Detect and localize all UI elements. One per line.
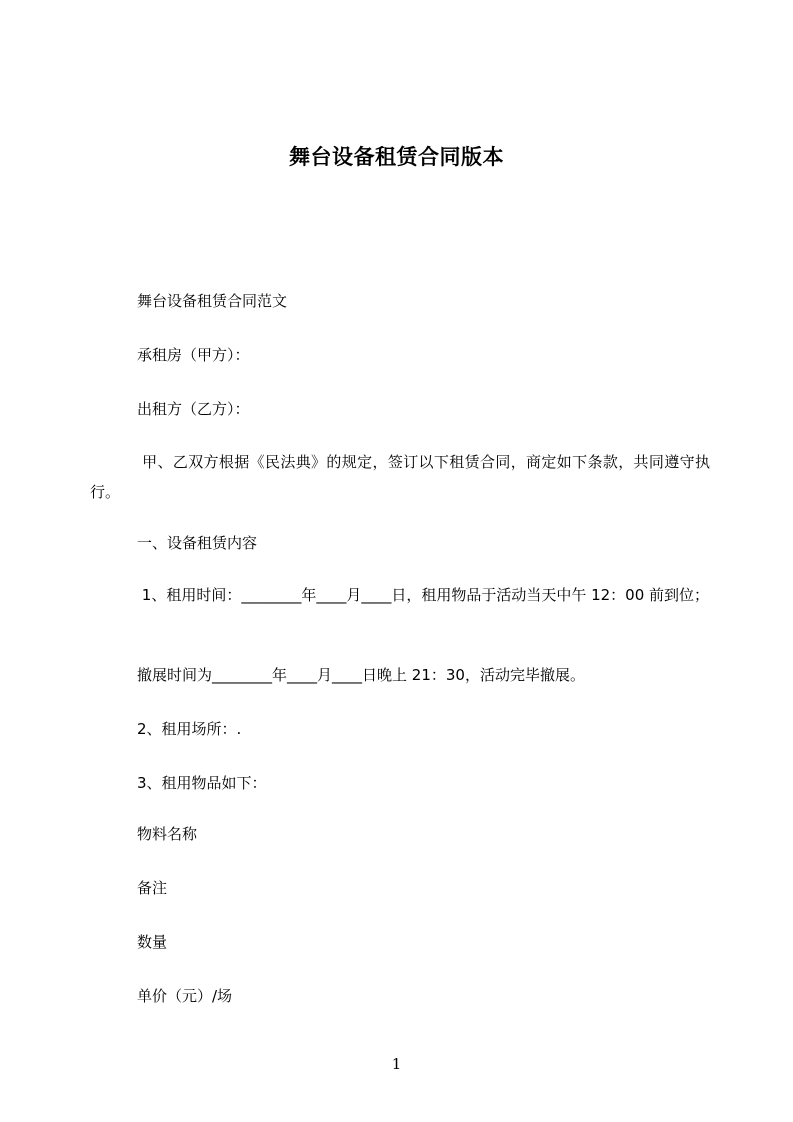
rental-venue-line: 2、租用场所：. xyxy=(137,720,242,738)
rental-items-line: 3、租用物品如下： xyxy=(137,774,267,792)
table-header-unit-price: 单价（元）/场 xyxy=(137,987,233,1005)
page-number: 1 xyxy=(391,1055,402,1073)
lessor-line: 出租方（乙方）： xyxy=(137,400,250,418)
rental-time-paragraph: 1、租用时间：________年____月____日，租用物品于活动当天中午 12：00 前到位； xyxy=(137,586,710,604)
teardown-time-line: 撤展时间为________年____月____日晚上 21：30，活动完毕撤展。 xyxy=(137,666,585,684)
section-heading-1: 一、设备租赁内容 xyxy=(137,534,258,552)
table-header-item-name: 物料名称 xyxy=(137,825,198,843)
intro-paragraph: 甲、乙双方根据《民法典》的规定，签订以下租赁合同，商定如下条款，共同遵守执行。 xyxy=(90,453,710,501)
lessee-line: 承租房（甲方）： xyxy=(137,346,250,364)
table-header-quantity: 数量 xyxy=(137,933,168,951)
document-subtitle: 舞台设备租赁合同范文 xyxy=(137,292,288,310)
document-title: 舞台设备租赁合同版本 xyxy=(289,145,504,169)
table-header-remarks: 备注 xyxy=(137,879,168,897)
